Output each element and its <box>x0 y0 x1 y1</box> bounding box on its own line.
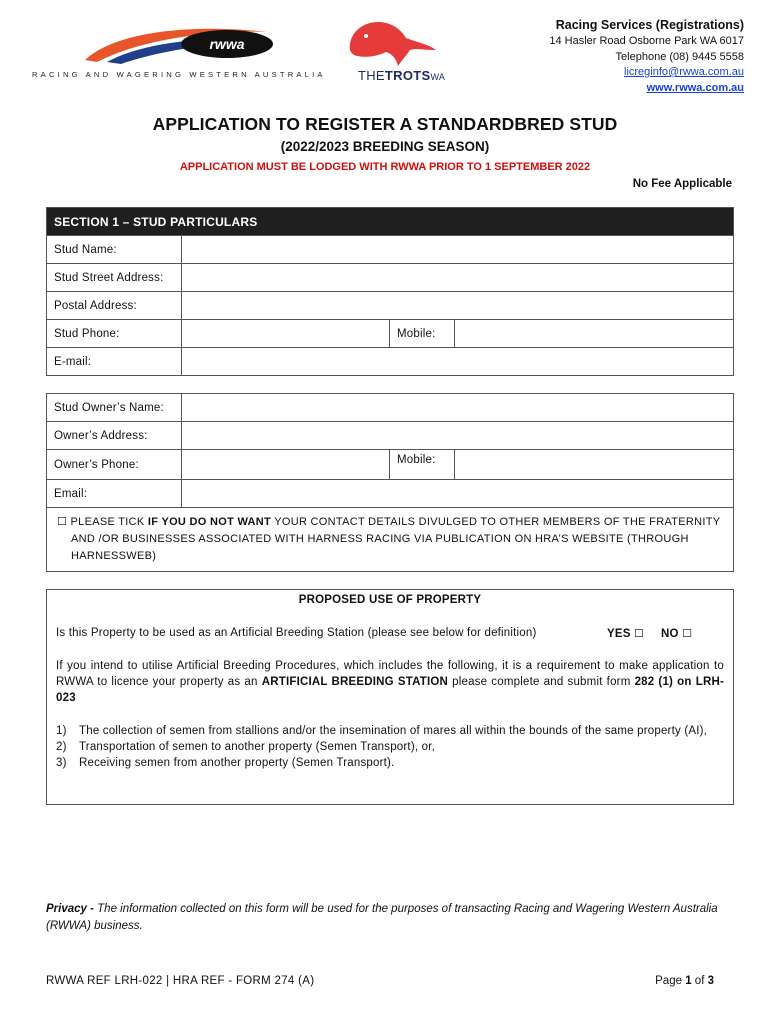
page-number: Page 1 of 3 <box>655 975 714 987</box>
email-field[interactable] <box>182 348 734 376</box>
stud-name-label: Stud Name: <box>47 236 182 264</box>
owner-details-table <box>46 393 734 572</box>
privacy-opt-out-row <box>47 508 734 572</box>
owner-email-field[interactable] <box>182 480 734 508</box>
rwwa-swoosh-icon <box>77 22 277 68</box>
privacy-statement <box>46 901 751 935</box>
opt-out-checkbox[interactable]: ☐ <box>57 515 68 528</box>
stud-mobile-label: Mobile: <box>390 320 455 348</box>
opt-out-text-1: PLEASE TICK <box>67 516 148 528</box>
privacy-text: The information collected on this form will be used for the purposes of transacting Racing and Wagering Western Australia (RWWA) business. <box>46 903 718 932</box>
no-option[interactable]: NO ☐ <box>661 627 693 640</box>
list-item: 2) Transportation of semen to another property (Semen Transport), or, <box>56 741 436 753</box>
yes-option[interactable]: YES ☐ <box>607 627 645 640</box>
owner-address-field[interactable] <box>182 422 734 450</box>
ab-procedure-list <box>56 723 724 771</box>
trots-logo-text: THETROTSWA <box>358 68 446 83</box>
stud-phone-field[interactable] <box>182 320 390 348</box>
rwwa-logo <box>32 22 326 82</box>
postal-address-label: Postal Address: <box>47 292 182 320</box>
form-reference: RWWA REF LRH-022 | HRA REF - FORM 274 (A) <box>46 975 315 987</box>
owner-phone-field[interactable] <box>182 450 390 480</box>
owner-email-label: Email: <box>47 480 182 508</box>
rwwa-logo-text: rwwa <box>209 36 245 52</box>
stud-phone-label: Stud Phone: <box>47 320 182 348</box>
email-link[interactable]: licreginfo@rwwa.com.au <box>624 66 744 78</box>
yes-checkbox[interactable]: ☐ <box>634 627 645 640</box>
telephone: Telephone (08) 9445 5558 <box>615 50 744 63</box>
contact-block <box>549 16 744 96</box>
opt-out-text-3: AND /OR BUSINESSES ASSOCIATED WITH HARNESS RACING VIA PUBLICATION ON HRA’S WEBSITE (THROUGH HARNESSWEB) <box>71 533 689 562</box>
stud-mobile-field[interactable] <box>455 320 734 348</box>
stud-street-address-label: Stud Street Address: <box>47 264 182 292</box>
privacy-label: Privacy - <box>46 903 94 915</box>
ab-station-question: Is this Property to be used as an Artificial Breeding Station (please see below for definition) <box>56 627 537 639</box>
section-1-heading: SECTION 1 – STUD PARTICULARS <box>47 208 734 236</box>
deadline-notice: APPLICATION MUST BE LODGED WITH RWWA PRIOR TO 1 SEPTEMBER 2022 <box>179 161 591 173</box>
owner-address-label: Owner’s Address: <box>47 422 182 450</box>
email-label: E-mail: <box>47 348 182 376</box>
owner-mobile-label: Mobile: <box>390 450 455 480</box>
trots-wa-logo <box>344 16 446 86</box>
form-subtitle: (2022/2023 BREEDING SEASON) <box>280 139 490 154</box>
no-checkbox[interactable]: ☐ <box>682 627 693 640</box>
stud-name-field[interactable] <box>182 236 734 264</box>
owner-name-label: Stud Owner’s Name: <box>47 394 182 422</box>
website-link[interactable]: www.rwwa.com.au <box>646 81 744 94</box>
postal-address-field[interactable] <box>182 292 734 320</box>
proposed-use-box <box>46 589 734 805</box>
owner-mobile-field[interactable] <box>455 450 734 480</box>
department-name: Racing Services (Registrations) <box>555 18 744 32</box>
rwwa-tagline: RACING AND WAGERING WESTERN AUSTRALIA <box>32 70 326 79</box>
proposed-use-heading: PROPOSED USE OF PROPERTY <box>298 594 482 606</box>
list-item: 3) Receiving semen from another property (Semen Transport). <box>56 757 395 769</box>
list-item: 1) The collection of semen from stallions and/or the insemination of mares all within the bounds of the same property (AI), <box>56 725 708 737</box>
owner-phone-label: Owner’s Phone: <box>47 450 182 480</box>
ab-procedure-paragraph: If you intend to utilise Artificial Breeding Procedures, which includes the following, it is a requirement to make application to RWWA to licence your property as an ARTIFICIAL BREEDING STATION please complete and submit form 282 (1) on LRH-023 <box>56 660 724 704</box>
horse-head-icon <box>344 16 438 68</box>
opt-out-emphasis: IF YOU DO NOT WANT <box>147 516 272 528</box>
opt-out-text-2: YOUR CONTACT DETAILS DIVULGED TO OTHER MEMBERS OF THE FRATERNITY <box>271 516 721 528</box>
owner-name-field[interactable] <box>182 394 734 422</box>
stud-street-address-field[interactable] <box>182 264 734 292</box>
stud-particulars-table <box>46 207 734 376</box>
fee-note: No Fee Applicable <box>632 178 732 190</box>
form-title: APPLICATION TO REGISTER A STANDARDBRED STUD <box>152 114 618 134</box>
address: 14 Hasler Road Osborne Park WA 6017 <box>549 35 744 47</box>
